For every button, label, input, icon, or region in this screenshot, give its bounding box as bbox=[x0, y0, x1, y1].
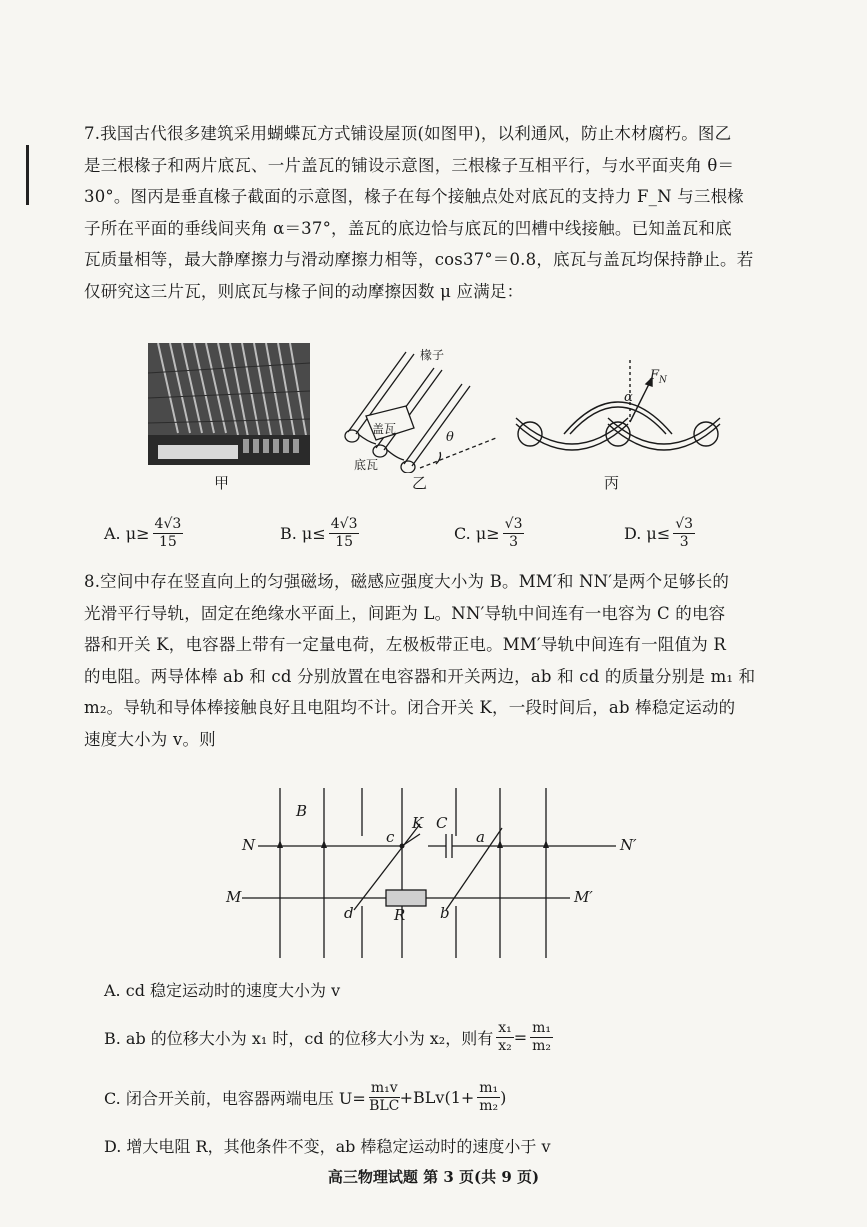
circuit-label-r: R bbox=[394, 906, 406, 924]
circuit-label-b-field: B bbox=[296, 802, 308, 820]
q8-option-c[interactable]: C. 闭合开关前，电容器两端电压 U= $\frac{\text{m₁v}}{\text{BLC}}$ +BLv(1+ $\frac{\text{m₁}}{\text{m₂}}$ ) bbox=[104, 1080, 507, 1114]
circuit-label-m: M bbox=[226, 888, 242, 906]
q8-line: m₂。导轨和导体棒接触良好且电阻均不计。闭合开关 K，一段时间后，ab 棒稳定运动的 bbox=[84, 698, 736, 717]
q8-line: 器和开关 K，电容器上带有一定量电荷，左极板带正电。MM′导轨中间连有一阻值为 R bbox=[84, 635, 726, 654]
circuit-label-d: d bbox=[344, 904, 354, 922]
q7-options bbox=[104, 516, 804, 560]
q7-line: 仅研究这三片瓦，则底瓦与椽子间的动摩擦因数 μ 应满足： bbox=[84, 281, 524, 301]
circuit-label-k: K bbox=[412, 814, 424, 832]
figure-jia-label: 甲 bbox=[214, 474, 230, 492]
question-7-text bbox=[84, 118, 754, 307]
yi-theta-label: θ bbox=[446, 430, 454, 445]
circuit-label-a: a bbox=[476, 828, 485, 846]
q7-line: 子所在平面的垂线间夹角 α＝37°，盖瓦的底边恰与底瓦的凹槽中线接触。已知盖瓦和底 bbox=[84, 218, 732, 238]
figure-bing-diagram bbox=[512, 360, 732, 470]
q8-line: 光滑平行导轨，固定在绝缘水平面上，间距为 L。NN′导轨中间连有一电容为 C 的电容 bbox=[84, 603, 726, 623]
q7-line: 是三根椽子和两片底瓦、一片盖瓦的铺设示意图，三根椽子互相平行，与水平面夹角 θ＝ bbox=[84, 155, 735, 175]
q7-option-b[interactable]: B. μ≤ $\frac{4√3}{15}$ bbox=[280, 516, 358, 550]
circuit-label-n: N bbox=[242, 836, 256, 854]
q8-line: 速度大小为 v。则 bbox=[84, 729, 216, 749]
q7-line: 7.我国古代很多建筑采用蝴蝶瓦方式铺设屋顶(如图甲)，以利通风，防止木材腐朽。图乙 bbox=[84, 124, 732, 143]
q8-circuit-diagram bbox=[220, 780, 660, 960]
yi-chuanzi-label: 椽子 bbox=[420, 348, 445, 362]
q8-option-d[interactable]: D. 增大电阻 R，其他条件不变，ab 棒稳定运动时的速度小于 v bbox=[104, 1137, 551, 1156]
q8-line: 8.空间中存在竖直向上的匀强磁场，磁感应强度大小为 B。MM′和 NN′是两个足够长的 bbox=[84, 572, 730, 591]
circuit-label-m-prime: M′ bbox=[574, 888, 593, 906]
page-footer: 高三物理试题 第 3 页(共 9 页) bbox=[327, 1168, 540, 1186]
circuit-label-c: c bbox=[386, 828, 395, 846]
bing-fn-label: $F_N$ bbox=[650, 368, 667, 386]
figure-yi-label: 乙 bbox=[412, 474, 428, 492]
margin-mark bbox=[26, 145, 29, 205]
figure-yi-diagram bbox=[336, 348, 506, 473]
q7-option-d[interactable]: D. μ≤ $\frac{√3}{3}$ bbox=[624, 516, 694, 550]
q7-option-a[interactable]: A. μ≥ $\frac{4√3}{15}$ bbox=[104, 516, 182, 550]
yi-gaiwa-label: 盖瓦 bbox=[372, 422, 397, 436]
q7-figures bbox=[140, 340, 740, 500]
q8-line: 的电阻。两导体棒 ab 和 cd 分别放置在电容器和开关两边，ab 和 cd 的质量分别是 m₁ 和 bbox=[84, 666, 756, 686]
q8-option-a[interactable]: A. cd 稳定运动时的速度大小为 v bbox=[104, 981, 341, 1000]
circuit-label-n-prime: N′ bbox=[620, 836, 637, 854]
circuit-label-capacitor: C bbox=[436, 814, 448, 832]
q8-option-b[interactable]: B. ab 的位移大小为 x₁ 时，cd 的位移大小为 x₂，则有 $\frac{\text{x₁}}{\text{x₂}}$ = $\frac{\text{m₁}}{\text{m₂}}$ bbox=[104, 1020, 552, 1054]
q7-option-c[interactable]: C. μ≥ $\frac{√3}{3}$ bbox=[454, 516, 523, 550]
q7-line: 瓦质量相等，最大静摩擦力与滑动摩擦力相等，cos37°＝0.8，底瓦与盖瓦均保持静止。若 bbox=[84, 250, 754, 269]
figure-jia-photo bbox=[148, 343, 310, 465]
question-8-text bbox=[84, 566, 756, 755]
bing-alpha-label: α bbox=[624, 390, 633, 405]
yi-diwa-label: 底瓦 bbox=[354, 458, 379, 472]
circuit-label-b-rod: b bbox=[440, 904, 450, 922]
figure-bing-label: 丙 bbox=[604, 474, 620, 492]
q7-line: 30°。图丙是垂直椽子截面的示意图，椽子在每个接触点处对底瓦的支持力 F_N 与三根椽 bbox=[84, 187, 744, 206]
